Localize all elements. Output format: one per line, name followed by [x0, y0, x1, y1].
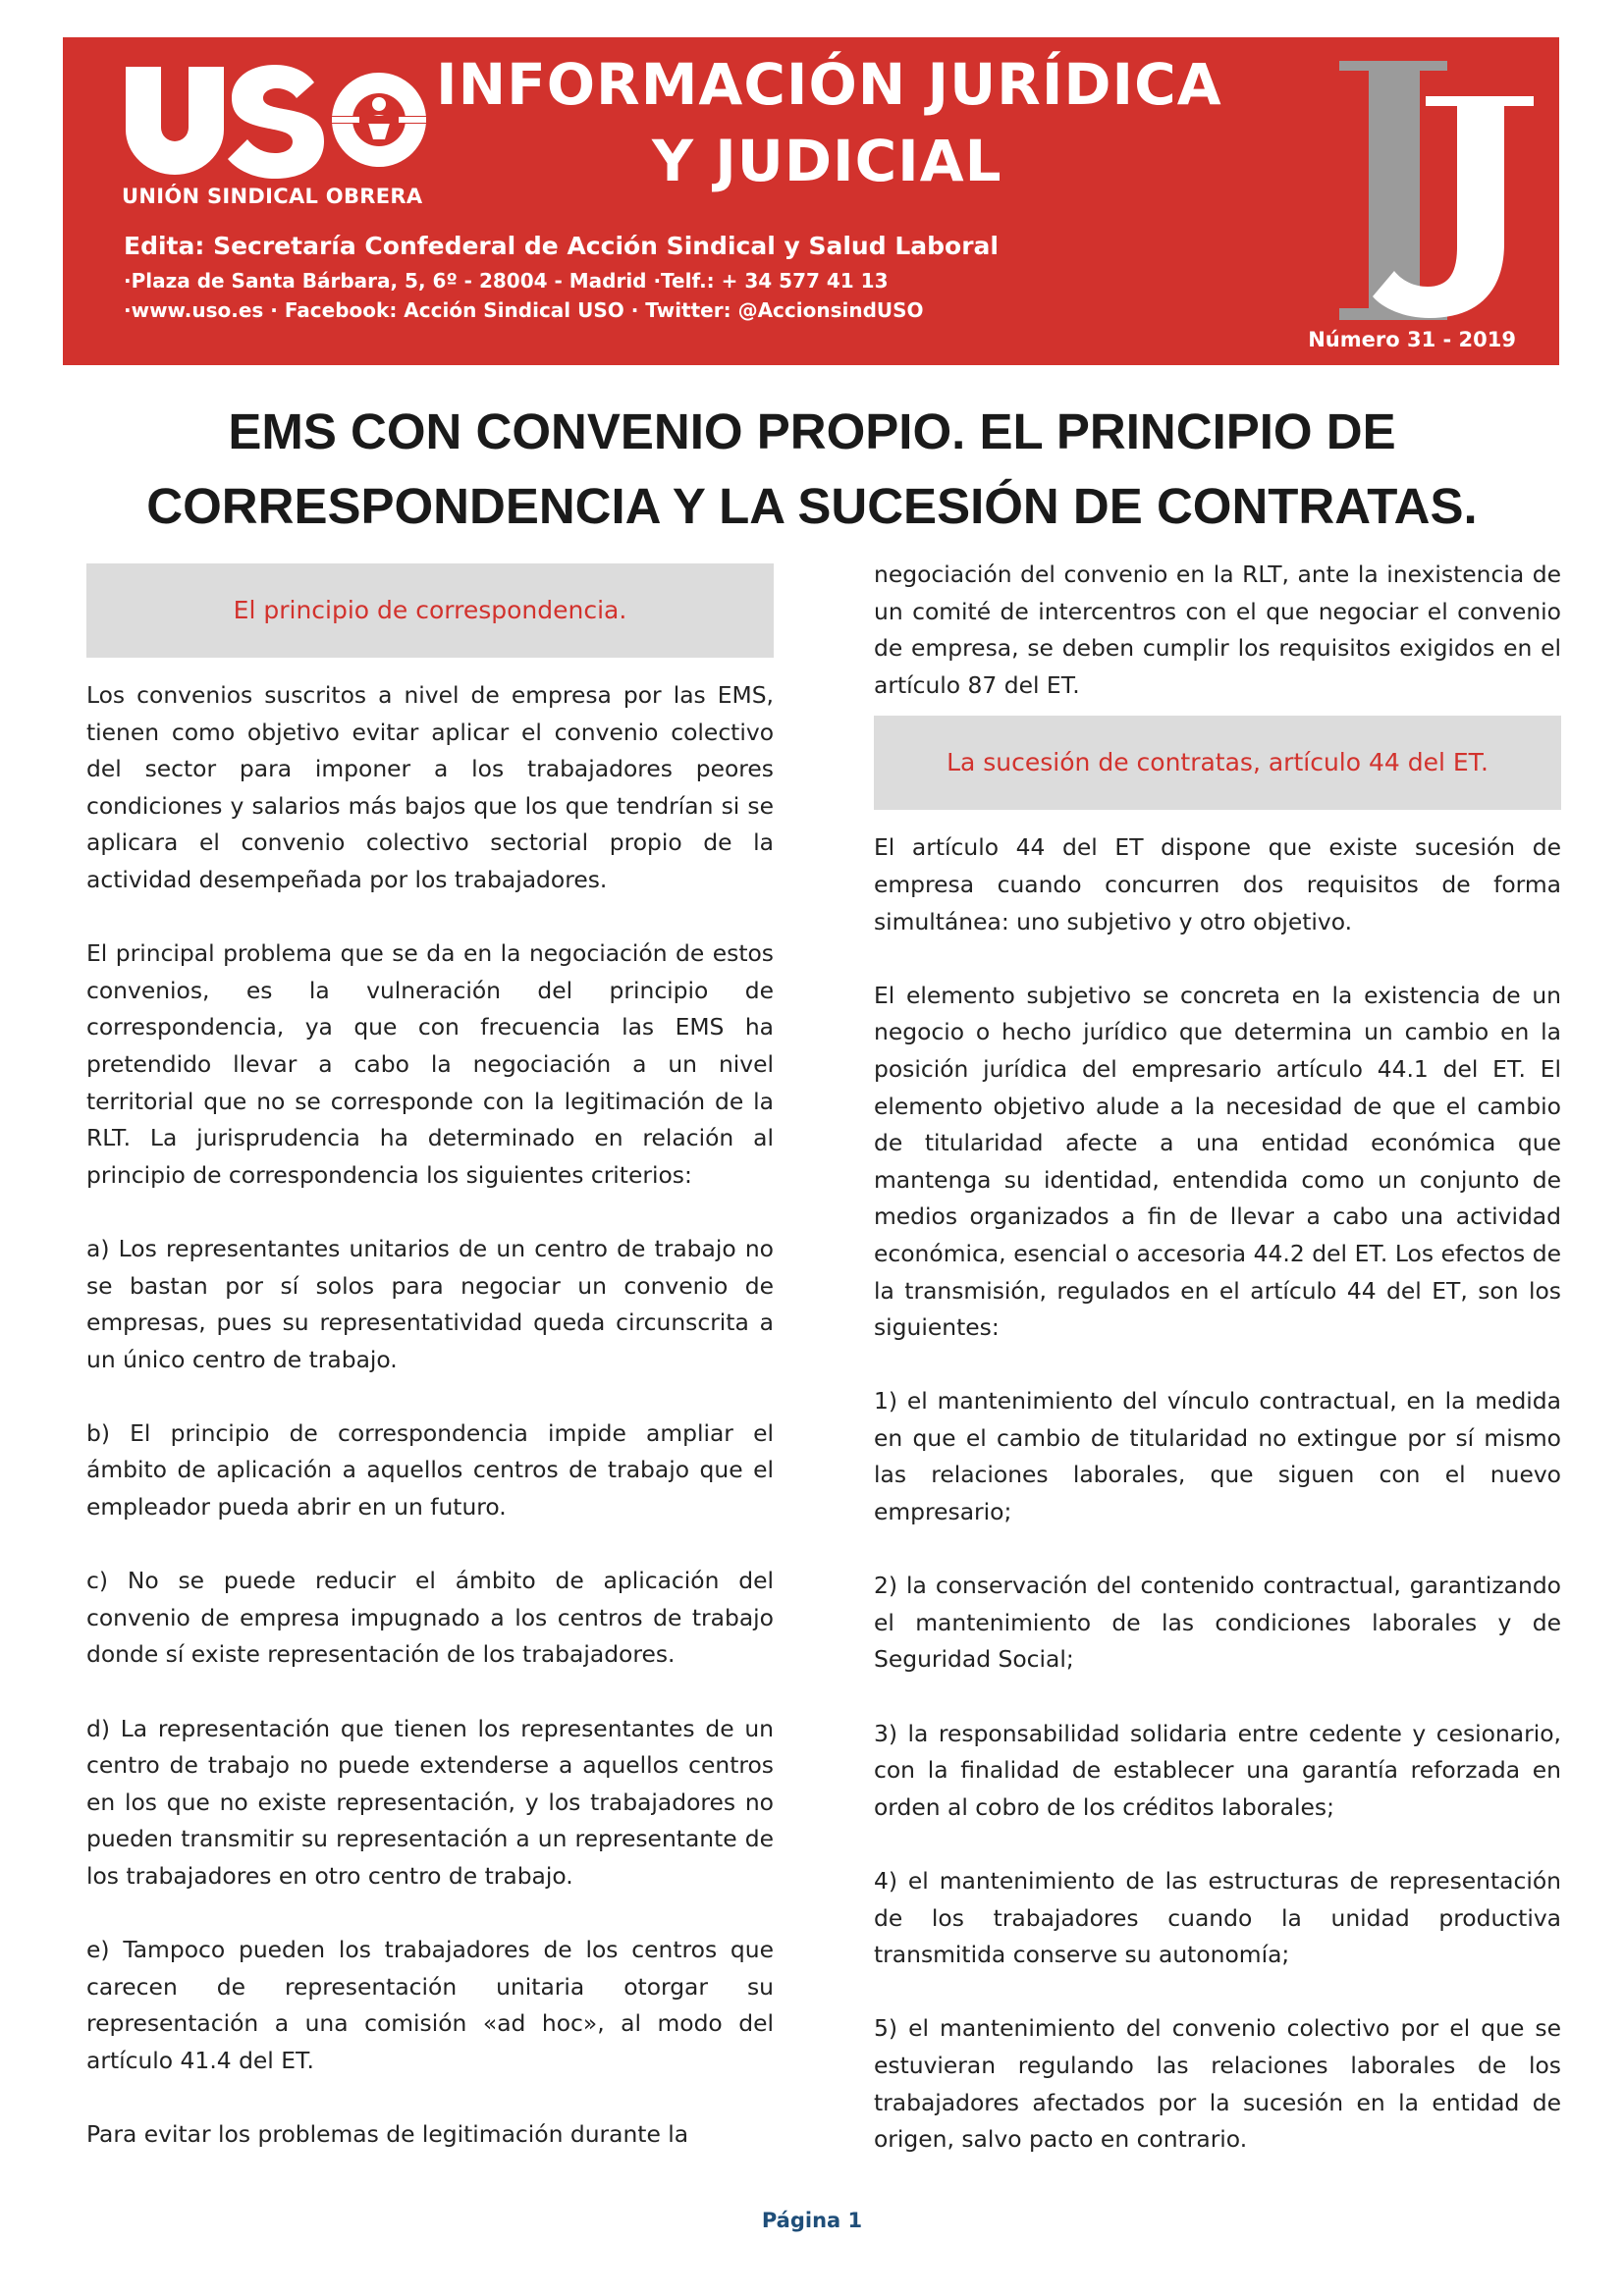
- paragraph: El elemento subjetivo se concreta en la existencia de un negocio o hecho jurídico que determina un cambio en la posición jurídica del empresario artículo 44.1 del ET. El elemento objetivo alude a la necesidad de que el cambio de titularidad afecte a una entidad económica que mantenga su identidad, entendida como un conjunto de medios organizados a fin de llevar a cabo una actividad económica, esencial o accesoria 44.2 del ET. Los efectos de la transmisión, regulados en el artículo 44 del ET, son los siguientes:: [874, 981, 1561, 1342]
- effect-1: 1) el mantenimiento del vínculo contractual, en la medida en que el cambio de titularidad no extingue por sí mismo las relaciones laborales, que siguen con el nuevo empresario;: [874, 1387, 1561, 1526]
- address-line: ·Plaza de Santa Bárbara, 5, 6º - 28004 - Madrid ·Telf.: + 34 577 41 13: [124, 269, 889, 293]
- page-number: Página 1: [761, 2209, 863, 2232]
- section-heading-sucesion: La sucesión de contratas, artículo 44 del ET.: [874, 716, 1561, 810]
- paragraph: El artículo 44 del ET dispone que existe sucesión de empresa cuando concurren dos requisitos de forma simultánea: uno subjetivo y otro objetivo.: [874, 833, 1561, 935]
- left-column: [86, 556, 774, 2154]
- right-column: [874, 557, 1561, 2159]
- effect-3: 3) la responsabilidad solidaria entre cedente y cesionario, con la finalidad de establecer una garantía reforzada en orden al cobro de los créditos laborales;: [874, 1719, 1561, 1821]
- criterion-a: a) Los representantes unitarios de un centro de trabajo no se bastan por sí solos para negociar un convenio de empresas, pues su representatividad queda circunscrita a un único centro de trabajo.: [86, 1234, 774, 1373]
- editor-line: Edita: Secretaría Confederal de Acción Sindical y Salud Laboral: [124, 232, 999, 260]
- publication-title-line1: INFORMACIÓN JURÍDICA: [436, 51, 1222, 118]
- article-title: [88, 395, 1536, 544]
- effect-2: 2) la conservación del contenido contractual, garantizando el mantenimiento de las condiciones laborales y de Seguridad Social;: [874, 1572, 1561, 1674]
- uso-logo: [122, 61, 456, 228]
- paragraph: Los convenios suscritos a nivel de empresa por las EMS, tienen como objetivo evitar aplicar el convenio colectivo del sector para imponer a los trabajadores peores condiciones y salarios más bajos que los que tendrían si se aplicara el convenio colectivo sectorial propio de la actividad desempeñada por los trabajadores.: [86, 681, 774, 893]
- section-heading-correspondencia: El principio de correspondencia.: [86, 563, 774, 658]
- criterion-e: e) Tampoco pueden los trabajadores de los centros que carecen de representación unitaria otorgar su representación a una comisión «ad hoc», al modo del artículo 41.4 del ET.: [86, 1936, 774, 2074]
- paragraph: Para evitar los problemas de legitimación durante la: [86, 2120, 689, 2149]
- article-title-line1: EMS CON CONVENIO PROPIO. EL PRINCIPIO DE: [228, 403, 1396, 459]
- publication-title-line2: Y JUDICIAL: [652, 128, 1002, 194]
- effect-5: 5) el mantenimiento del convenio colectivo por el que se estuvieran regulando las relaciones laborales de los trabajadores afectados por la sucesión en la entidad de origen, salvo pacto en contrario.: [874, 2014, 1561, 2154]
- paragraph-continuation: negociación del convenio en la RLT, ante la inexistencia de un comité de intercentros con el que negociar el convenio de empresa, se deben cumplir los requisitos exigidos en el artículo 87 del ET.: [874, 561, 1561, 699]
- ij-badge-icon: [1310, 41, 1536, 326]
- issue-number: Número 31 - 2019: [1308, 328, 1516, 351]
- uso-logo-mark: [122, 61, 456, 179]
- criterion-c: c) No se puede reducir el ámbito de aplicación del convenio de empresa impugnado a los centros de trabajo donde sí existe representación de los trabajadores.: [86, 1567, 774, 1669]
- criterion-d: d) La representación que tienen los representantes de un centro de trabajo no puede extenderse a aquellos centros en los que no existe representación, y los trabajadores no pueden transmitir su representación a un representante de los trabajadores en otro centro de trabajo.: [86, 1714, 774, 1890]
- logo-subtitle: UNIÓN SINDICAL OBRERA: [122, 185, 423, 208]
- article-title-line2: CORRESPONDENCIA Y LA SUCESIÓN DE CONTRATAS.: [146, 478, 1478, 534]
- header-banner: [63, 37, 1559, 365]
- effect-4: 4) el mantenimiento de las estructuras de representación de los trabajadores cuando la unidad productiva transmitida conserve su autonomía;: [874, 1867, 1561, 1969]
- criterion-b: b) El principio de correspondencia impide ampliar el ámbito de aplicación a aquellos centros de trabajo que el empleador pueda abrir en un futuro.: [86, 1418, 774, 1522]
- paragraph: El principal problema que se da en la negociación de estos convenios, es la vulneración del principio de correspondencia, ya que con frecuencia las EMS ha pretendido llevar a cabo la negociación a un nivel territorial que no se corresponde con la legitimación de la RLT. La jurisprudencia ha determinado en relación al principio de correspondencia los siguientes criterios:: [86, 939, 774, 1189]
- contact-links-line: ·www.uso.es · Facebook: Acción Sindical USO · Twitter: @AccionsindUSO: [124, 298, 924, 322]
